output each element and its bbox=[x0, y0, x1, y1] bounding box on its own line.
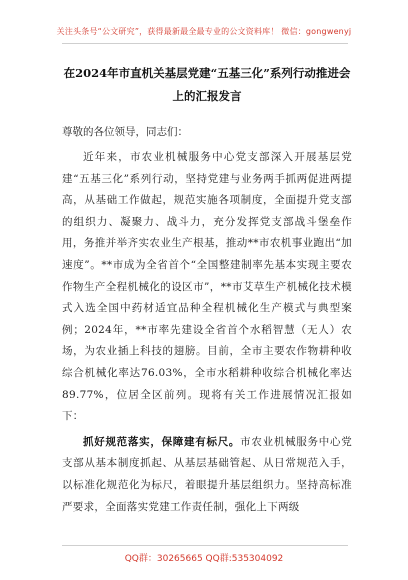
footer-divider bbox=[62, 545, 348, 546]
footer-contact: QQ群：30265665 QQ群:535304092 bbox=[124, 554, 284, 564]
greeting: 尊敬的各位领导，同志们： bbox=[62, 126, 188, 138]
section-heading: 抓好规范落实，保障建有标尺。 bbox=[83, 435, 241, 448]
section-body: 市农业机械服务中心党支部从基本制度抓起、从基层基础管起、从日常规范入手，以标准化规范化为标尺，着眼提升基层组织力。坚持高标准严要求，全面落实党建工作责任制，强化上下两级 bbox=[62, 435, 353, 513]
paragraph-section-1 bbox=[62, 432, 352, 518]
document-body bbox=[62, 62, 352, 518]
header-divider bbox=[62, 43, 348, 44]
top-banner: 关注头条号“公文研究”，获得最新最全最专业的公文资料库！ 微信：gongwenyj bbox=[56, 27, 352, 36]
document-title: 在2024年市直机关基层党建“五基三化”系列行动推进会上的汇报发言 bbox=[63, 66, 351, 103]
paragraph-intro: 近年来，市农业机械服务中心党支部深入开展基层党建“五基三化”系列行动，坚持党建与业务两手抓两促进两提高，从基础工作做起，规范实施各项制度，全面提升党支部的组织力、凝聚力、战斗力，充分发挥党支部战斗堡垒作用，务推并举齐实农业生产根基，推动**市农机事业跑出“加速度”。**市成为全省首个“全国整建制率先基本实现主要农作物生产全程机械化的设区市”，**市艾草生产机械化技术模式入选全国中药材适宜品种全程机械化生产模式与典型案例；2024年，**市率先建设全省首个水稻智慧（无人）农场，为农业插上科技的翅膀。目前，全市主要农作物耕种收综合机械化率达76.03%，全市水稻耕种收综合机械化率达89.77%，位居全区前列。现将有关工作进展情况汇报如下： bbox=[62, 151, 352, 423]
